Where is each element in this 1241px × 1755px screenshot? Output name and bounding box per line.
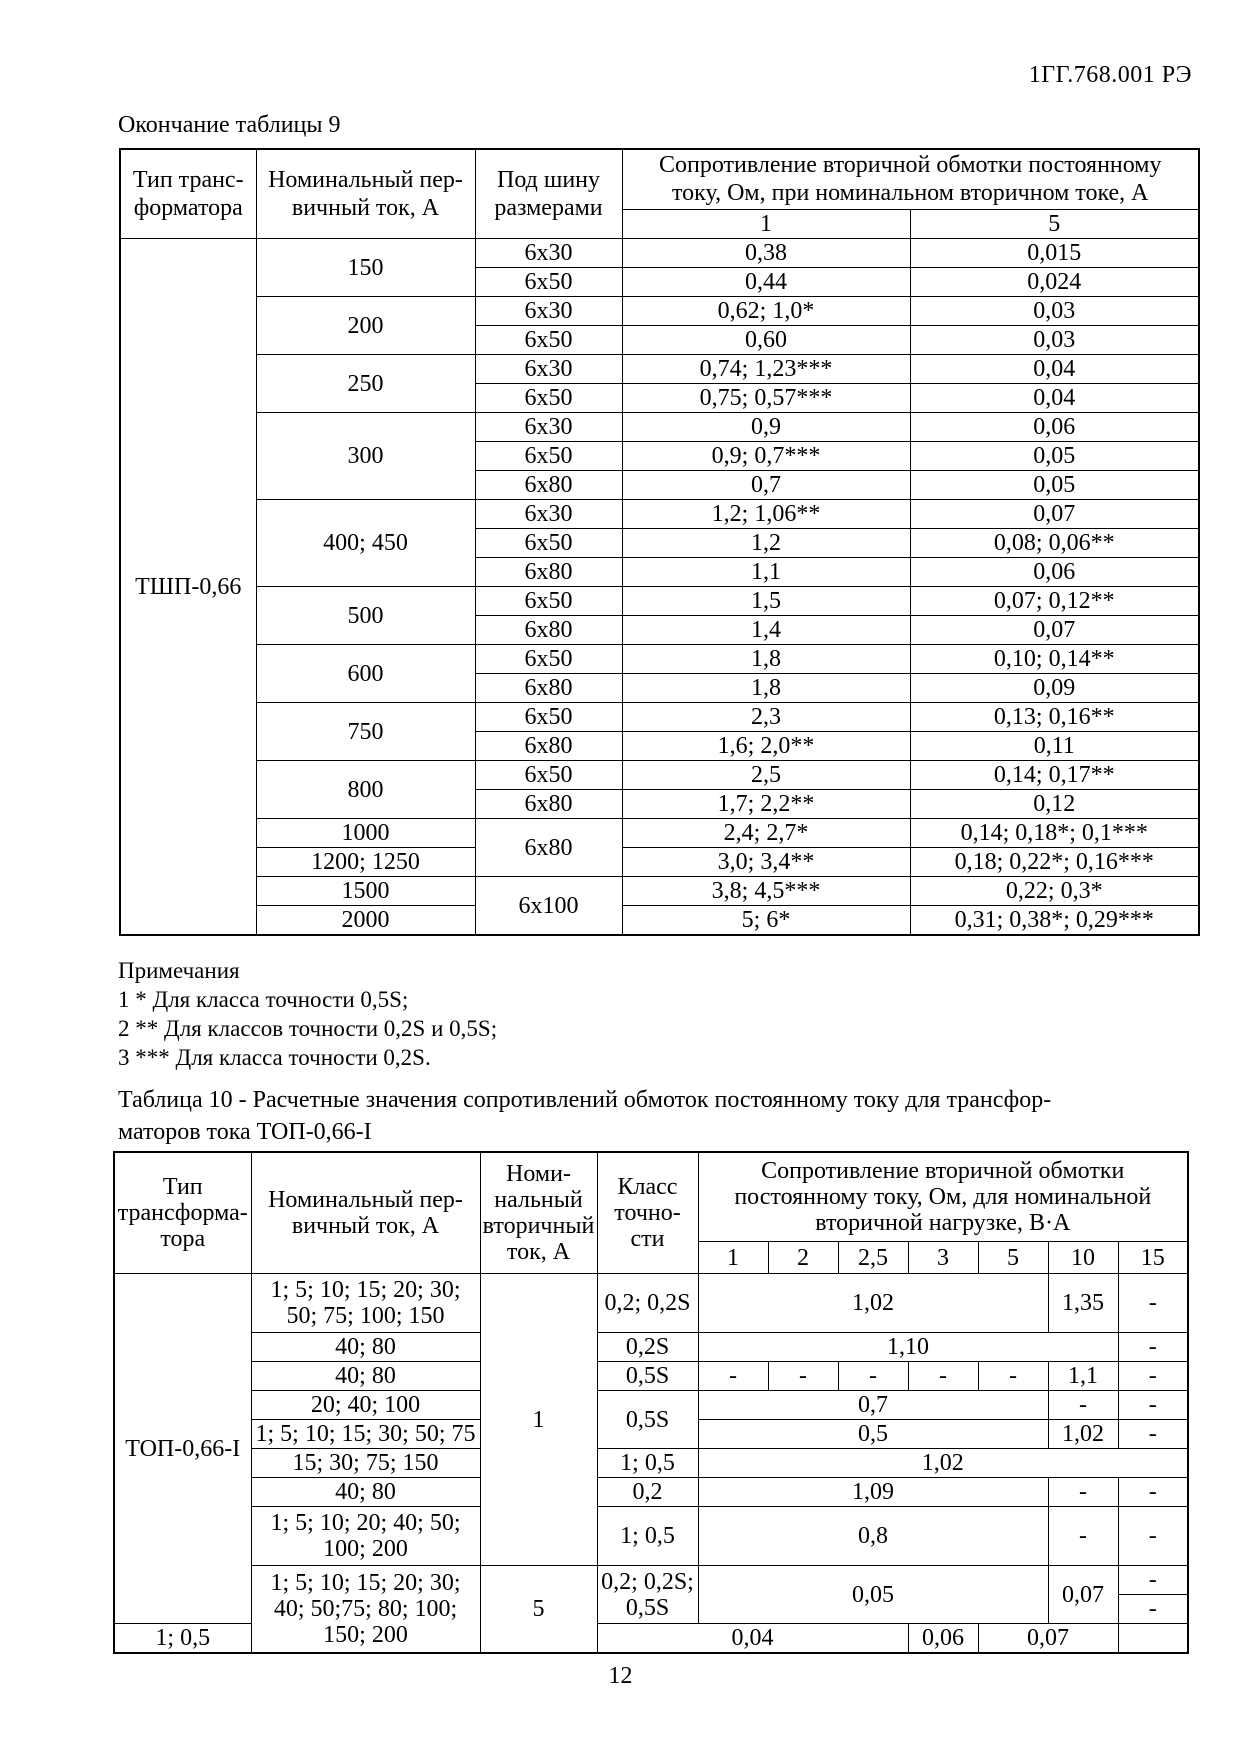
value-5a-cell: 0,05 [910, 471, 1199, 500]
value-1a-cell: 0,75; 0,57*** [622, 384, 910, 413]
table-row [120, 355, 1199, 384]
load-header-cell: 10 [1048, 1242, 1118, 1274]
current-cell: 600 [256, 645, 475, 703]
value-cell: - [978, 1362, 1048, 1391]
bus-cell: 6x50 [475, 529, 622, 558]
value-cell: - [1118, 1274, 1188, 1333]
secondary-current-1a-cell: 1 [480, 1274, 597, 1566]
value-1a-cell: 3,0; 3,4** [622, 848, 910, 877]
value-1a-cell: 0,9 [622, 413, 910, 442]
value-cell: 0,07 [978, 1624, 1118, 1654]
current-cell: 1; 5; 10; 20; 40; 50; 100; 200 [251, 1507, 480, 1566]
value-1a-cell: 3,8; 4,5*** [622, 877, 910, 906]
bus-cell: 6x30 [475, 500, 622, 529]
load-header-cell: 5 [978, 1242, 1048, 1274]
current-cell: 1200; 1250 [256, 848, 475, 877]
bus-cell: 6x80 [475, 616, 622, 645]
table-row [114, 1449, 1188, 1478]
value-5a-cell: 0,08; 0,06** [910, 529, 1199, 558]
value-5a-cell: 0,06 [910, 413, 1199, 442]
value-5a-cell: 0,09 [910, 674, 1199, 703]
bus-cell: 6x50 [475, 326, 622, 355]
bus-cell: 6x100 [475, 877, 622, 936]
value-5a-cell: 0,05 [910, 442, 1199, 471]
value-5a-cell: 0,07 [910, 616, 1199, 645]
current-cell: 300 [256, 413, 475, 500]
value-1a-cell: 1,2 [622, 529, 910, 558]
header-col-5: 5 [910, 209, 1199, 238]
value-cell: 1,02 [1048, 1420, 1118, 1449]
current-cell: 800 [256, 761, 475, 819]
table-row [114, 1274, 1188, 1333]
note-item: 2 ** Для классов точности 0,2S и 0,5S; [118, 1016, 498, 1041]
header-resistance: Сопротивление вторичной обмотки постоянному току, Ом, при номинальном вторичном токе, А [622, 149, 1199, 209]
value-cell: - [1118, 1362, 1188, 1391]
bus-cell: 6x80 [475, 674, 622, 703]
load-header-cell: 3 [908, 1242, 978, 1274]
class-cell: 1; 0,5 [597, 1507, 698, 1566]
current-cell: 750 [256, 703, 475, 761]
t10-header-type: Тип трансформа- тора [114, 1152, 251, 1274]
value-5a-cell: 0,14; 0,17** [910, 761, 1199, 790]
value-cell: - [1118, 1478, 1188, 1507]
table-row [114, 1362, 1188, 1391]
class-cell: 0,5S [597, 1391, 698, 1449]
current-cell: 500 [256, 587, 475, 645]
value-cell: 1,1 [1048, 1362, 1118, 1391]
current-cell: 40; 80 [251, 1362, 480, 1391]
current-cell: 150 [256, 239, 475, 297]
note-item: 3 *** Для класса точности 0,2S. [118, 1045, 431, 1070]
value-1a-cell: 0,62; 1,0* [622, 297, 910, 326]
value-cell: 0,5 [698, 1420, 1048, 1449]
table-row [120, 761, 1199, 790]
value-5a-cell: 0,024 [910, 268, 1199, 297]
bus-cell: 6x30 [475, 355, 622, 384]
table-row [114, 1566, 1188, 1595]
value-cell: - [908, 1362, 978, 1391]
note-item: 1 * Для класса точности 0,5S; [118, 987, 409, 1012]
value-1a-cell: 2,3 [622, 703, 910, 732]
current-cell: 20; 40; 100 [251, 1391, 480, 1420]
class-cell: 0,5S [597, 1362, 698, 1391]
value-1a-cell: 5; 6* [622, 906, 910, 936]
value-1a-cell: 2,5 [622, 761, 910, 790]
value-1a-cell: 1,6; 2,0** [622, 732, 910, 761]
table-row [120, 297, 1199, 326]
class-cell: 0,2 [597, 1478, 698, 1507]
document-code: 1ГГ.768.001 РЭ [1028, 62, 1192, 88]
value-5a-cell: 0,04 [910, 355, 1199, 384]
current-cell: 40; 80 [251, 1333, 480, 1362]
value-cell: - [1048, 1478, 1118, 1507]
bus-cell: 6x80 [475, 819, 622, 877]
class-cell: 1; 0,5 [597, 1449, 698, 1478]
bus-cell: 6x30 [475, 413, 622, 442]
transformer-type-cell: ТШП-0,66 [120, 239, 256, 936]
value-5a-cell: 0,13; 0,16** [910, 703, 1199, 732]
value-1a-cell: 1,4 [622, 616, 910, 645]
bus-cell: 6x50 [475, 761, 622, 790]
header-primary-current: Номинальный пер- вичный ток, А [256, 149, 475, 239]
value-cell: - [698, 1362, 768, 1391]
bus-cell: 6x80 [475, 790, 622, 819]
table-row [120, 587, 1199, 616]
value-cell: 0,04 [597, 1624, 908, 1654]
value-5a-cell: 0,03 [910, 297, 1199, 326]
current-cell: 1; 5; 10; 15; 30; 50; 75 [251, 1420, 480, 1449]
table10 [113, 1151, 1189, 1654]
class-cell: 1; 0,5 [114, 1624, 251, 1654]
header-col-1: 1 [622, 209, 910, 238]
value-cell: - [1048, 1391, 1118, 1420]
table-row [114, 1333, 1188, 1362]
value-5a-cell: 0,015 [910, 239, 1199, 268]
t10-header-resistance: Сопротивление вторичной обмотки постоянному току, Ом, для номинальной вторичной нагрузке, В·А [698, 1152, 1188, 1242]
value-1a-cell: 0,44 [622, 268, 910, 297]
value-5a-cell: 0,04 [910, 384, 1199, 413]
value-1a-cell: 1,5 [622, 587, 910, 616]
current-cell: 40; 80 [251, 1478, 480, 1507]
value-5a-cell: 0,12 [910, 790, 1199, 819]
value-cell: 1,10 [698, 1333, 1118, 1362]
current-cell: 1500 [256, 877, 475, 906]
value-1a-cell: 0,74; 1,23*** [622, 355, 910, 384]
value-1a-cell: 1,8 [622, 674, 910, 703]
value-5a-cell: 0,07 [910, 500, 1199, 529]
value-cell: 0,07 [1048, 1566, 1118, 1624]
table10-caption-line: маторов тока ТОП-0,66-I [118, 1119, 372, 1145]
bus-cell: 6x30 [475, 239, 622, 268]
value-5a-cell: 0,22; 0,3* [910, 877, 1199, 906]
bus-cell: 6x80 [475, 732, 622, 761]
value-1a-cell: 1,1 [622, 558, 910, 587]
value-5a-cell: 0,10; 0,14** [910, 645, 1199, 674]
table-row [120, 703, 1199, 732]
value-cell: 1,02 [698, 1449, 1188, 1478]
value-1a-cell: 0,7 [622, 471, 910, 500]
value-cell: - [1048, 1507, 1118, 1566]
value-1a-cell: 0,9; 0,7*** [622, 442, 910, 471]
value-1a-cell: 2,4; 2,7* [622, 819, 910, 848]
bus-cell: 6x50 [475, 442, 622, 471]
t10-transformer-type-cell: ТОП-0,66-I [114, 1274, 251, 1624]
value-cell: 0,8 [698, 1507, 1048, 1566]
value-cell: - [1118, 1507, 1188, 1566]
value-cell: 0,05 [698, 1566, 1048, 1624]
table9-caption: Окончание таблицы 9 [118, 112, 341, 138]
table-row [120, 500, 1199, 529]
bus-cell: 6x50 [475, 645, 622, 674]
t10-header-secondary-current: Номи- нальный вторичный ток, А [480, 1152, 597, 1274]
value-5a-cell: 0,14; 0,18*; 0,1*** [910, 819, 1199, 848]
header-type: Тип транс- форматора [120, 149, 256, 239]
load-header-cell: 15 [1118, 1242, 1188, 1274]
class-cell: 0,2S [597, 1333, 698, 1362]
value-5a-cell: 0,31; 0,38*; 0,29*** [910, 906, 1199, 936]
value-cell: - [1118, 1595, 1188, 1624]
current-cell: 1; 5; 10; 15; 20; 30; 40; 50;75; 80; 100; 150; 200 [251, 1566, 480, 1654]
bus-cell: 6x50 [475, 587, 622, 616]
table-row [120, 848, 1199, 877]
bus-cell: 6x80 [475, 471, 622, 500]
value-5a-cell: 0,07; 0,12** [910, 587, 1199, 616]
value-1a-cell: 0,60 [622, 326, 910, 355]
current-cell: 400; 450 [256, 500, 475, 587]
table10-caption-line: Таблица 10 - Расчетные значения сопротивлений обмоток постоянному току для трансфор- [118, 1087, 1052, 1113]
value-cell: 0,06 [908, 1624, 978, 1654]
value-5a-cell: 0,03 [910, 326, 1199, 355]
value-cell: 0,7 [698, 1391, 1048, 1420]
bus-cell: 6x50 [475, 703, 622, 732]
current-cell: 200 [256, 297, 475, 355]
class-cell: 0,2; 0,2S; 0,5S [597, 1566, 698, 1624]
table-row [120, 819, 1199, 848]
value-cell: - [1118, 1391, 1188, 1420]
value-cell: 1,35 [1048, 1274, 1118, 1333]
bus-cell: 6x50 [475, 268, 622, 297]
notes [118, 956, 497, 1072]
table-row [120, 413, 1199, 442]
value-1a-cell: 1,2; 1,06** [622, 500, 910, 529]
bus-cell: 6x50 [475, 384, 622, 413]
value-cell: - [1118, 1333, 1188, 1362]
current-cell: 1000 [256, 819, 475, 848]
value-1a-cell: 1,7; 2,2** [622, 790, 910, 819]
value-cell: - [768, 1362, 838, 1391]
load-header-cell: 2 [768, 1242, 838, 1274]
load-header-cell: 1 [698, 1242, 768, 1274]
t10-header-primary-current: Номинальный пер- вичный ток, А [251, 1152, 480, 1274]
table-row [114, 1507, 1188, 1566]
table9 [119, 148, 1200, 936]
class-cell: 0,2; 0,2S [597, 1274, 698, 1333]
header-bus-size: Под шину размерами [475, 149, 622, 239]
value-5a-cell: 0,18; 0,22*; 0,16*** [910, 848, 1199, 877]
current-cell: 15; 30; 75; 150 [251, 1449, 480, 1478]
load-header-cell: 2,5 [838, 1242, 908, 1274]
value-cell: 1,02 [698, 1274, 1048, 1333]
current-cell: 250 [256, 355, 475, 413]
t10-header-accuracy-class: Класс точно- сти [597, 1152, 698, 1274]
value-cell: 1,09 [698, 1478, 1048, 1507]
value-1a-cell: 0,38 [622, 239, 910, 268]
current-cell: 2000 [256, 906, 475, 936]
bus-cell: 6x80 [475, 558, 622, 587]
table9-header-row [120, 149, 1199, 209]
value-cell: - [1118, 1420, 1188, 1449]
table-row [120, 877, 1199, 906]
page-number: 12 [608, 1663, 633, 1689]
value-5a-cell: 0,11 [910, 732, 1199, 761]
notes-title: Примечания [118, 958, 240, 983]
value-5a-cell: 0,06 [910, 558, 1199, 587]
table10-caption [118, 1084, 1193, 1148]
table-row [114, 1391, 1188, 1420]
value-cell: - [838, 1362, 908, 1391]
table-row [120, 239, 1199, 268]
current-cell: 1; 5; 10; 15; 20; 30; 50; 75; 100; 150 [251, 1274, 480, 1333]
value-cell: - [1118, 1566, 1188, 1595]
table-row [114, 1478, 1188, 1507]
table-row [120, 906, 1199, 936]
bus-cell: 6x30 [475, 297, 622, 326]
value-1a-cell: 1,8 [622, 645, 910, 674]
table-row [120, 645, 1199, 674]
secondary-current-5a-cell: 5 [480, 1566, 597, 1654]
table10-header-row [114, 1152, 1188, 1242]
